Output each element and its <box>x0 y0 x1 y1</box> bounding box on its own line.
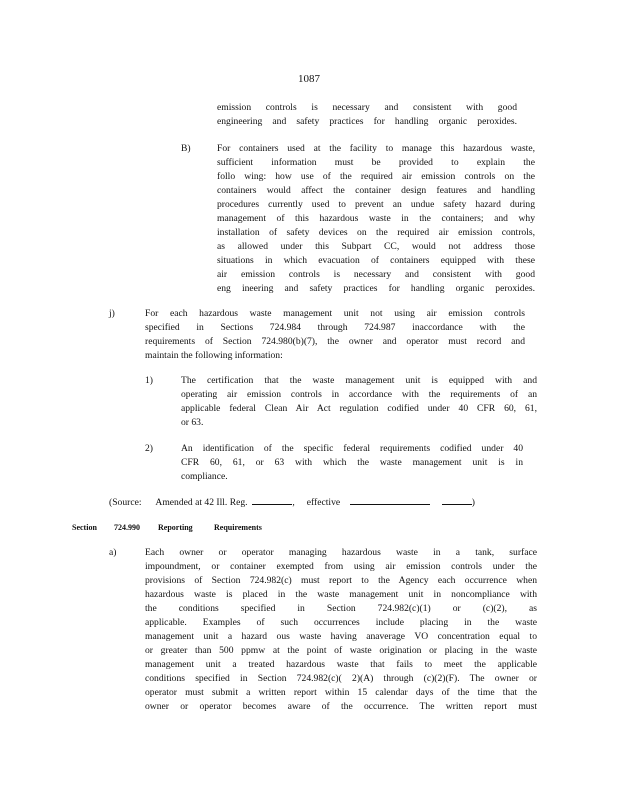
text-line: eng ineering and safety practices for handling organic peroxides. <box>217 283 535 294</box>
text-line: requirements of Section 724.980(b)(7), the owner and operator must record and <box>145 336 525 347</box>
source-amended: Amended at 42 Ill. Reg. <box>155 497 248 508</box>
item-b-paragraph <box>217 142 535 296</box>
item-a-paragraph <box>145 546 537 714</box>
text-line: management unit a treated hazardous waste that fails to meet the applicable <box>145 659 537 670</box>
text-line: applicable federal Clean Air Act regulation codified under 40 CFR 60, 61, <box>181 403 537 414</box>
item-j1-paragraph <box>181 374 537 430</box>
text-line: air emission controls is necessary and consistent with good <box>217 269 535 280</box>
effective-date-blank <box>350 495 430 505</box>
text-line: procedures currently used to prevent an undue safety hazard during <box>217 199 535 210</box>
text-line: follo wing: how use of the required air emission controls on the <box>217 171 535 182</box>
page-number: 1087 <box>298 73 320 85</box>
section-number: 724.990 <box>114 523 140 532</box>
item-b-label: B) <box>181 143 191 154</box>
text-line: emission controls is necessary and consistent with good <box>217 102 517 113</box>
source-note: (Source: Amended at 42 Ill. Reg. , effective ) <box>109 497 475 508</box>
text-line: installation of safety devices on the required air emission controls, <box>217 227 535 238</box>
text-line: conditions specified in Section 724.982(c)( 2)(A) through (c)(2)(F). The owner or <box>145 673 537 684</box>
item-j-label: j) <box>109 308 115 319</box>
text-line: The certification that the waste management unit is equipped with and <box>181 375 537 386</box>
item-j2-label: 2) <box>145 443 153 454</box>
register-page-blank <box>252 495 292 505</box>
text-line: For each hazardous waste management unit not using air emission controls <box>145 308 525 319</box>
text-line: Each owner or operator managing hazardous waste in a tank, surface <box>145 547 537 558</box>
text-line: applicable. Examples of such occurrences include placing in the waste <box>145 617 537 628</box>
text-line: An identification of the specific federal requirements codified under 40 <box>181 443 523 454</box>
text-line: maintain the following information: <box>145 350 283 361</box>
text-line: owner or operator becomes aware of the occurrence. The written report must <box>145 701 537 712</box>
text-line: as allowed under this Subpart CC, would not address those <box>217 241 535 252</box>
text-line: operating air emission controls in accordance with the requirements of an <box>181 389 537 400</box>
section-heading <box>72 521 262 535</box>
text-line: operator must submit a written report within 15 calendar days of the time that the <box>145 687 537 698</box>
source-close: ) <box>471 497 475 508</box>
text-line: management of this hazardous waste in the containers; and why <box>217 213 535 224</box>
item-j-paragraph <box>145 307 525 363</box>
item-a-label: a) <box>109 547 117 558</box>
text-line: containers would affect the container design features and handling <box>217 185 535 196</box>
section-title-word-2: Requirements <box>214 523 262 532</box>
text-line: engineering and safety practices for handling organic peroxides. <box>217 116 517 127</box>
text-line: the conditions specified in Section 724.982(c)(1) or (c)(2), as <box>145 603 537 614</box>
source-effective: effective <box>306 497 341 508</box>
item-j1-label: 1) <box>145 375 153 386</box>
text-line: or greater than 500 ppmw at the point of waste origination or placing in the waste <box>145 645 537 656</box>
continuation-paragraph <box>217 101 517 129</box>
text-line: For containers used at the facility to manage this hazardous waste, <box>217 143 535 154</box>
text-line: specified in Sections 724.984 through 724.987 inaccordance with the <box>145 322 525 333</box>
text-line: provisions of Section 724.982(c) must report to the Agency each occurrence when <box>145 575 537 586</box>
text-line: management unit a hazard ous waste having anaverage VO concentration equal to <box>145 631 537 642</box>
text-line: or 63. <box>181 417 204 428</box>
source-label: (Source: <box>109 497 142 508</box>
section-word: Section <box>72 523 97 532</box>
section-title-word-1: Reporting <box>158 523 193 532</box>
text-line: compliance. <box>181 471 228 482</box>
item-j2-paragraph <box>181 442 523 484</box>
text-line: CFR 60, 61, or 63 with which the waste management unit is in <box>181 457 523 468</box>
text-line: hazardous waste is placed in the waste management unit in noncompliance with <box>145 589 537 600</box>
text-line: situations in which evacuation of containers equipped with these <box>217 255 535 266</box>
text-line: impoundment, or container exempted from using air emission controls under the <box>145 561 537 572</box>
effective-year-blank <box>442 495 472 505</box>
text-line: sufficient information must be provided to explain the <box>217 157 535 168</box>
